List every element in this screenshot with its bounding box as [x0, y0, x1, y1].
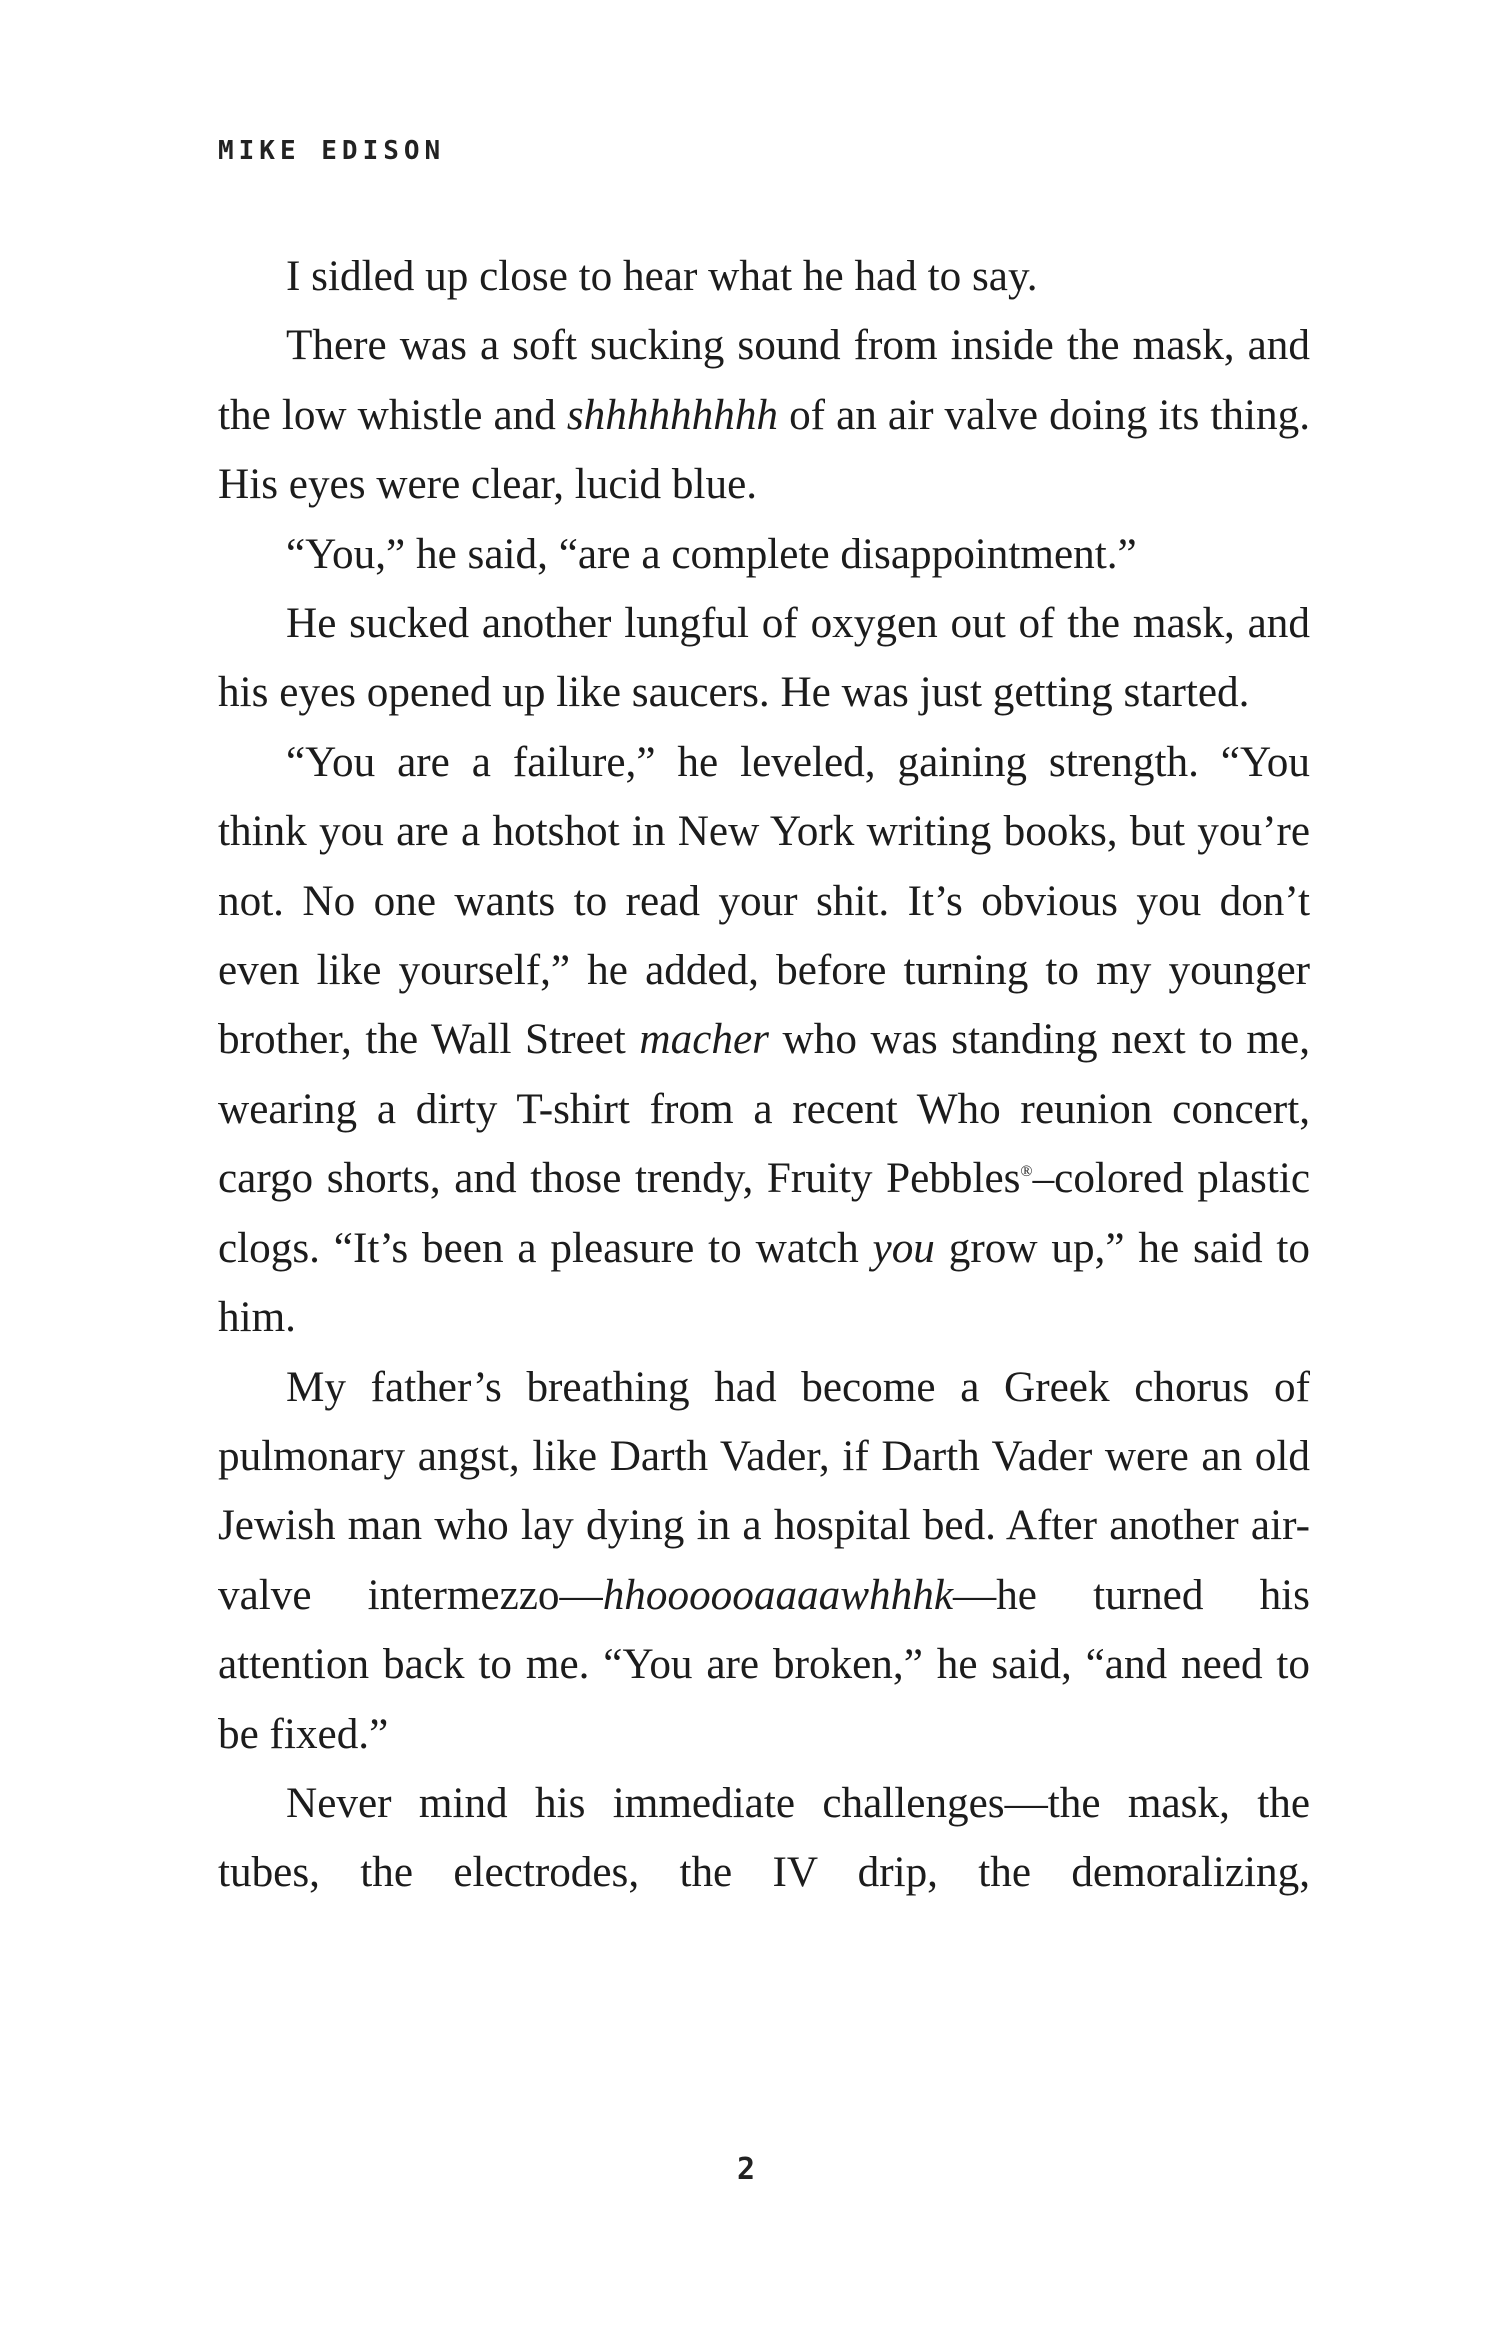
page-number: 2 [736, 2152, 756, 2187]
text-run: who was standing next to me, wearing a dirty T-shirt from a recent Who reunion concert, cargo shorts, and those trendy, Fruity Pebbles [218, 1016, 1310, 1203]
italic-text: shhhhhhhhh [566, 391, 779, 439]
text-run: My father’s breathing had become a Greek chorus of pulmonary angst, like Darth Vader, if Darth Vader were an old Jewish man who lay dying in a hospital bed. After another air-valve intermezzo— [218, 1363, 1310, 1619]
paragraph [218, 1769, 1310, 1908]
running-head: MIKE EDISON [218, 136, 446, 166]
body-text [218, 242, 1310, 1908]
text-run: grow up,” he said to him. [218, 1224, 1310, 1342]
text-run: “You,” he said, “are a complete disappointment.” [286, 530, 1137, 578]
paragraph [218, 520, 1310, 589]
text-run: “You are a failure,” he leveled, gaining strength. “You think you are a hotshot in New York writing books, but you’re not. No one wants to read your shit. It’s obvious you don’t even like yourself,” he added, before turning to my younger brother, the Wall Street [218, 738, 1310, 1064]
registered-mark: ® [1020, 1163, 1033, 1181]
paragraph [218, 311, 1310, 519]
italic-text: you [872, 1224, 935, 1272]
paragraph [218, 242, 1310, 311]
text-run: There was a soft sucking sound from inside the mask, and the low whistle and [218, 322, 1310, 439]
paragraph [218, 589, 1310, 728]
italic-text: macher [639, 1016, 769, 1064]
italic-text: hhoooooaaaawhhhk [602, 1571, 953, 1619]
text-run: I sidled up close to hear what he had to say. [286, 253, 1038, 300]
text-run: —he turned his attention back to me. “You are broken,” he said, “and need to be fixed.” [218, 1571, 1310, 1758]
text-run: of an air valve doing its thing. His eyes were clear, lucid blue. [218, 391, 1310, 509]
text-run: He sucked another lungful of oxygen out of the mask, and his eyes opened up like saucers. He was just getting started. [218, 600, 1310, 717]
text-run: –colored plastic clogs. “It’s been a pleasure to watch [218, 1155, 1310, 1272]
text-run: Never mind his immediate challenges—the mask, the tubes, the electrodes, the IV drip, the demoralizing, [218, 1779, 1310, 1897]
paragraph [218, 728, 1310, 1353]
paragraph [218, 1353, 1310, 1769]
